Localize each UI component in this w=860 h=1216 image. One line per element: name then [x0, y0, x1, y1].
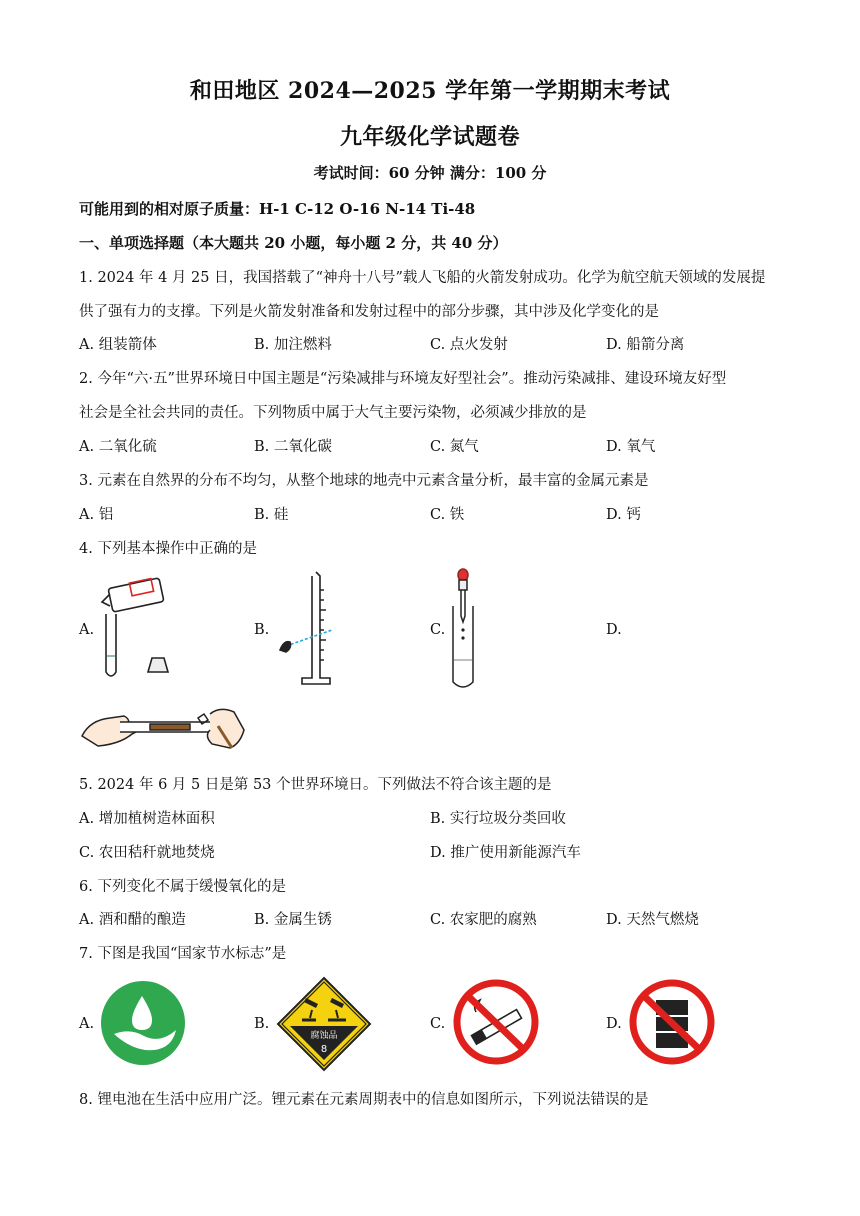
test-tube-heating-hands-icon: [80, 700, 248, 756]
pouring-liquid-icon: [96, 572, 176, 684]
question-7-line-1: 7. 下图是我国“国家节水标志”是: [79, 946, 287, 962]
question-1-line-2: 供了强有力的支撑。下列是火箭发射准备和发射过程中的部分步骤，其中涉及化学变化的是: [79, 304, 659, 320]
q4-option-a[interactable]: A.: [79, 622, 95, 638]
q6-option-b[interactable]: B. 金属生锈: [254, 912, 332, 928]
q6-option-d[interactable]: D. 天然气燃烧: [606, 912, 699, 928]
graduated-cylinder-icon: [276, 570, 346, 688]
q2-option-d[interactable]: D. 氧气: [606, 439, 656, 455]
q5-option-d[interactable]: D. 推广使用新能源汽车: [430, 845, 581, 861]
q7-option-d[interactable]: D.: [606, 1016, 622, 1032]
question-8-line-1: 8. 锂电池在生活中应用广泛。锂元素在元素周期表中的信息如图所示，下列说法错误的是: [79, 1092, 649, 1108]
q3-option-c[interactable]: C. 铁: [430, 507, 465, 523]
q4-option-b[interactable]: B.: [254, 622, 270, 638]
q1-option-b[interactable]: B. 加注燃料: [254, 337, 332, 353]
q5-option-a[interactable]: A. 增加植树造林面积: [79, 811, 215, 827]
page-subtitle: 九年级化学试题卷: [339, 124, 520, 150]
q1-option-c[interactable]: C. 点火发射: [430, 337, 508, 353]
q1-option-d[interactable]: D. 船箭分离: [606, 337, 685, 353]
question-2-line-2: 社会是全社会共同的责任。下列物质中属于大气主要污染物，必须减少排放的是: [79, 405, 587, 421]
q6-option-a[interactable]: A. 酒和醋的酿造: [79, 912, 186, 928]
q2-option-b[interactable]: B. 二氧化碳: [254, 439, 332, 455]
q3-option-d[interactable]: D. 钙: [606, 507, 641, 523]
dropper-test-tube-icon: [448, 568, 478, 690]
q6-option-c[interactable]: C. 农家肥的腐熟: [430, 912, 537, 928]
question-4-line-1: 4. 下列基本操作中正确的是: [79, 541, 257, 557]
q7-option-a[interactable]: A.: [79, 1016, 95, 1032]
question-5-line-1: 5. 2024 年 6 月 5 日是第 53 个世界环境日。下列做法不符合该主题的是: [79, 777, 552, 793]
section-heading: 一、单项选择题（本大题共 20 小题，每小题 2 分，共 40 分）: [79, 234, 508, 252]
question-3-line-1: 3. 元素在自然界的分布不均匀，从整个地球的地壳中元素含量分析，最丰富的金属元素是: [79, 473, 649, 489]
atomic-mass-line: 可能用到的相对原子质量：H-1 C-12 O-16 N-14 Ti-48: [79, 200, 476, 218]
question-2-line-1: 2. 今年“六·五”世界环境日中国主题是“污染减排与环境友好型社会”。推动污染减排、建设环境友好型: [79, 371, 727, 387]
q5-option-b[interactable]: B. 实行垃圾分类回收: [430, 811, 566, 827]
q1-option-a[interactable]: A. 组装箭体: [79, 337, 157, 353]
no-smoking-icon: [452, 978, 540, 1066]
q7-option-c[interactable]: C.: [430, 1016, 446, 1032]
corrosive-label: 腐蚀品: [310, 1031, 338, 1041]
page-title: 和田地区 2024—2025 学年第一学期期末考试: [189, 78, 671, 104]
water-saving-logo-icon: [100, 980, 186, 1066]
corrosive-number: 8: [320, 1044, 328, 1055]
q3-option-a[interactable]: A. 铝: [79, 507, 114, 523]
q4-option-d[interactable]: D.: [606, 622, 622, 638]
q2-option-a[interactable]: A. 二氧化硫: [79, 439, 157, 455]
q3-option-b[interactable]: B. 硅: [254, 507, 289, 523]
no-oil-drum-icon: [628, 978, 716, 1066]
q4-option-c[interactable]: C.: [430, 622, 446, 638]
corrosive-hazard-icon: [276, 976, 372, 1072]
exam-info: 考试时间：60 分钟 满分：100 分: [313, 164, 547, 182]
question-6-line-1: 6. 下列变化不属于缓慢氧化的是: [79, 879, 286, 895]
q2-option-c[interactable]: C. 氮气: [430, 439, 479, 455]
q7-option-b[interactable]: B.: [254, 1016, 270, 1032]
question-1-line-1: 1. 2024 年 4 月 25 日，我国搭载了“神舟十八号”载人飞船的火箭发射成功。化学为航空航天领域的发展提: [79, 270, 766, 286]
q5-option-c[interactable]: C. 农田秸秆就地焚烧: [79, 845, 215, 861]
